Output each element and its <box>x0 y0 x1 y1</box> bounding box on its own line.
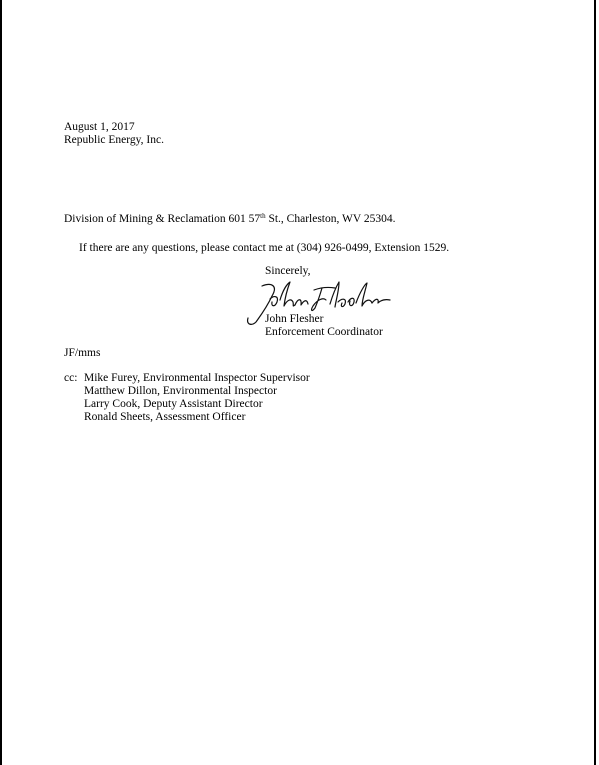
letter-date: August 1, 2017 <box>64 121 135 133</box>
recipient-name: Republic Energy, Inc. <box>64 134 164 146</box>
cc-line <box>64 385 310 398</box>
cc-label: cc: <box>64 372 78 384</box>
address-suffix: St., Charleston, WV 25304. <box>265 213 396 225</box>
cc-recipient: Ronald Sheets, Assessment Officer <box>84 411 246 423</box>
cc-line <box>64 372 310 385</box>
cc-list <box>64 372 310 424</box>
signer-block <box>265 313 383 339</box>
signer-name: John Flesher <box>265 313 324 325</box>
address-prefix: Division of Mining & Reclamation 601 57 <box>64 213 261 225</box>
page-border-left <box>0 0 2 765</box>
cc-line <box>64 411 310 424</box>
address-line <box>64 213 396 226</box>
cc-recipient: Matthew Dillon, Environmental Inspector <box>84 385 277 397</box>
address-ordinal: th <box>260 212 266 220</box>
typist-initials: JF/mms <box>64 347 101 359</box>
cc-line <box>64 398 310 411</box>
contact-line: If there are any questions, please contact me at (304) 926-0499, Extension 1529. <box>79 242 450 254</box>
cc-recipient: Larry Cook, Deputy Assistant Director <box>84 398 263 410</box>
cc-recipient: Mike Furey, Environmental Inspector Supervisor <box>84 372 310 384</box>
page-border-right <box>594 0 596 765</box>
date-recipient-block <box>64 121 164 147</box>
closing: Sincerely, <box>265 265 311 277</box>
signer-title: Enforcement Coordinator <box>265 326 383 338</box>
